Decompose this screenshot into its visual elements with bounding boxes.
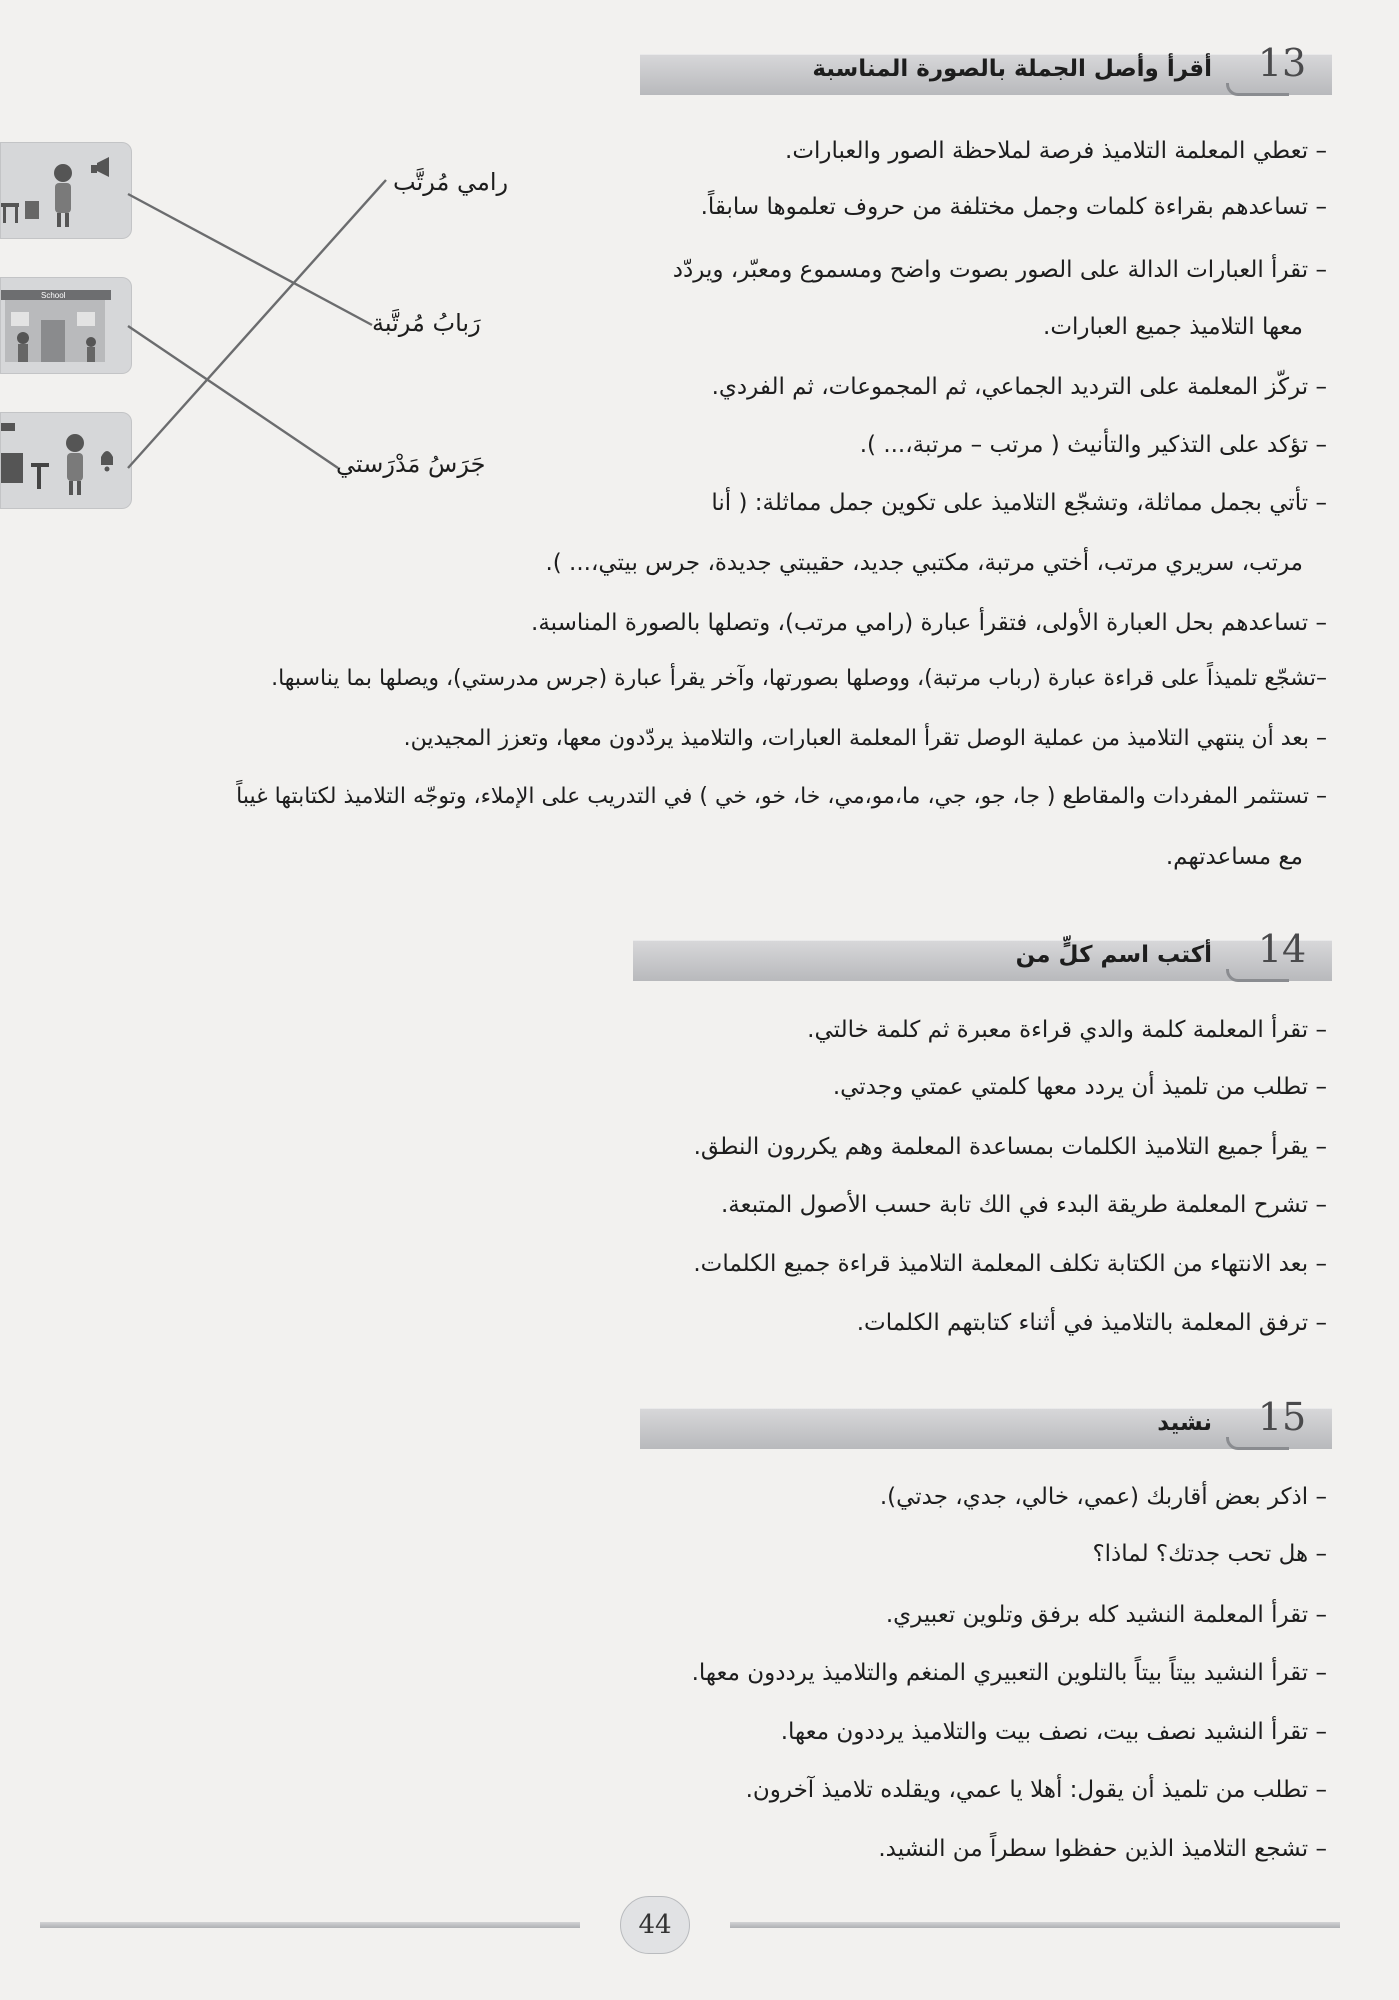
s15-line-4: – تقرأ النشيد بيتاً بيتاً بالتلوين التعبيري المنغم والتلاميذ يرددون معها. bbox=[691, 1660, 1327, 1686]
section-13-header bbox=[640, 34, 1332, 96]
section-15-title: نشيد bbox=[1157, 1410, 1212, 1436]
section-14-number: 14 bbox=[1232, 920, 1332, 982]
section-13-number: 13 bbox=[1232, 34, 1332, 96]
s13-line-13: مع مساعدتهم. bbox=[1165, 844, 1303, 870]
s14-line-5: – بعد الانتهاء من الكتابة تكلف المعلمة التلاميذ قراءة جميع الكلمات. bbox=[693, 1251, 1327, 1277]
s15-line-3: – تقرأ المعلمة النشيد كله برفق وتلوين تعبيري. bbox=[885, 1602, 1327, 1628]
s13-line-9: – تساعدهم بحل العبارة الأولى، فتقرأ عبارة (رامي مرتب)، وتصلها بالصورة المناسبة. bbox=[531, 610, 1327, 636]
s13-line-1: – تعطي المعلمة التلاميذ فرصة لملاحظة الصور والعبارات. bbox=[785, 138, 1327, 164]
s14-line-2: – تطلب من تلميذ أن يردد معها كلمتي عمتي وجدتي. bbox=[832, 1074, 1327, 1100]
section-15-number: 15 bbox=[1232, 1388, 1332, 1450]
s13-line-10: –تشجّع تلميذاً على قراءة عبارة (رباب مرتبة)، ووصلها بصورتها، وآخر يقرأ عبارة (جرس مدرستي)، ويصلها بما يناسبها. bbox=[271, 666, 1327, 691]
section-15-header bbox=[640, 1388, 1332, 1450]
label-rabab: رَبابُ مُرتَّبة bbox=[372, 309, 481, 337]
section-13-title: أقرأ وأصل الجملة بالصورة المناسبة bbox=[812, 56, 1212, 82]
s13-line-6: – تؤكد على التذكير والتأنيث ( مرتب – مرتبة،... ). bbox=[859, 432, 1327, 458]
s15-line-2: – هل تحب جدتك؟ لماذا؟ bbox=[1092, 1541, 1327, 1567]
s14-line-6: – ترفق المعلمة بالتلاميذ في أثناء كتابتهم الكلمات. bbox=[856, 1310, 1327, 1336]
page-number: 44 bbox=[620, 1896, 690, 1954]
s13-line-8: مرتب، سريري مرتب، أختي مرتبة، مكتبي جديد، حقيبتي جديدة، جرس بيتي،... ). bbox=[545, 550, 1303, 576]
footer-rule-right bbox=[730, 1922, 1340, 1928]
s13-line-11: – بعد أن ينتهي التلاميذ من عملية الوصل تقرأ المعلمة العبارات، والتلاميذ يردّدون معها، وتعزز المجيدين. bbox=[403, 726, 1327, 751]
label-rami: رامي مُرتَّب bbox=[393, 168, 509, 196]
s15-line-5: – تقرأ النشيد نصف بيت، نصف بيت والتلاميذ يرددون معها. bbox=[780, 1719, 1327, 1745]
s13-line-5: – تركّز المعلمة على الترديد الجماعي، ثم المجموعات، ثم الفردي. bbox=[711, 374, 1327, 400]
school-sign: School bbox=[41, 291, 66, 300]
match-line-classroom bbox=[128, 194, 372, 325]
s13-line-3: – تقرأ العبارات الدالة على الصور بصوت واضح ومسموع ومعبّر، ويردّد bbox=[672, 257, 1327, 283]
match-line-school bbox=[128, 326, 338, 468]
label-bell: جَرَسُ مَدْرَستي bbox=[336, 450, 486, 478]
s13-line-7: – تأتي بجمل مماثلة، وتشجّع التلاميذ على تكوين جمل مماثلة: ( أنا bbox=[711, 490, 1327, 516]
s13-line-12: – تستثمر المفردات والمقاطع ( جا، جو، جي، ما،مو،مي، خا، خو، خي ) في التدريب على الإملاء، وتوجّه التلاميذ لكتابتها غيباً bbox=[236, 784, 1327, 809]
s13-line-4: معها التلاميذ جميع العبارات. bbox=[1043, 314, 1303, 340]
s15-line-7: – تشجع التلاميذ الذين حفظوا سطراً من النشيد. bbox=[878, 1836, 1327, 1862]
match-line-bell bbox=[128, 180, 386, 468]
section-14-header bbox=[633, 920, 1332, 982]
s14-line-4: – تشرح المعلمة طريقة البدء في الك تابة حسب الأصول المتبعة. bbox=[720, 1192, 1327, 1218]
s14-line-1: – تقرأ المعلمة كلمة والدي قراءة معبرة ثم كلمة خالتي. bbox=[807, 1017, 1327, 1043]
s15-line-1: – اذكر بعض أقاربك (عمي، خالي، جدي، جدتي). bbox=[879, 1484, 1327, 1510]
s13-line-2: – تساعدهم بقراءة كلمات وجمل مختلفة من حروف تعلموها سابقاً. bbox=[700, 194, 1327, 220]
s14-line-3: – يقرأ جميع التلاميذ الكلمات بمساعدة المعلمة وهم يكررون النطق. bbox=[693, 1134, 1327, 1160]
s15-line-6: – تطلب من تلميذ أن يقول: أهلا يا عمي، ويقلده تلاميذ آخرون. bbox=[745, 1777, 1327, 1803]
footer-rule-left bbox=[40, 1922, 580, 1928]
section-14-title: أكتب اسم كلٍّ من bbox=[1015, 942, 1212, 968]
